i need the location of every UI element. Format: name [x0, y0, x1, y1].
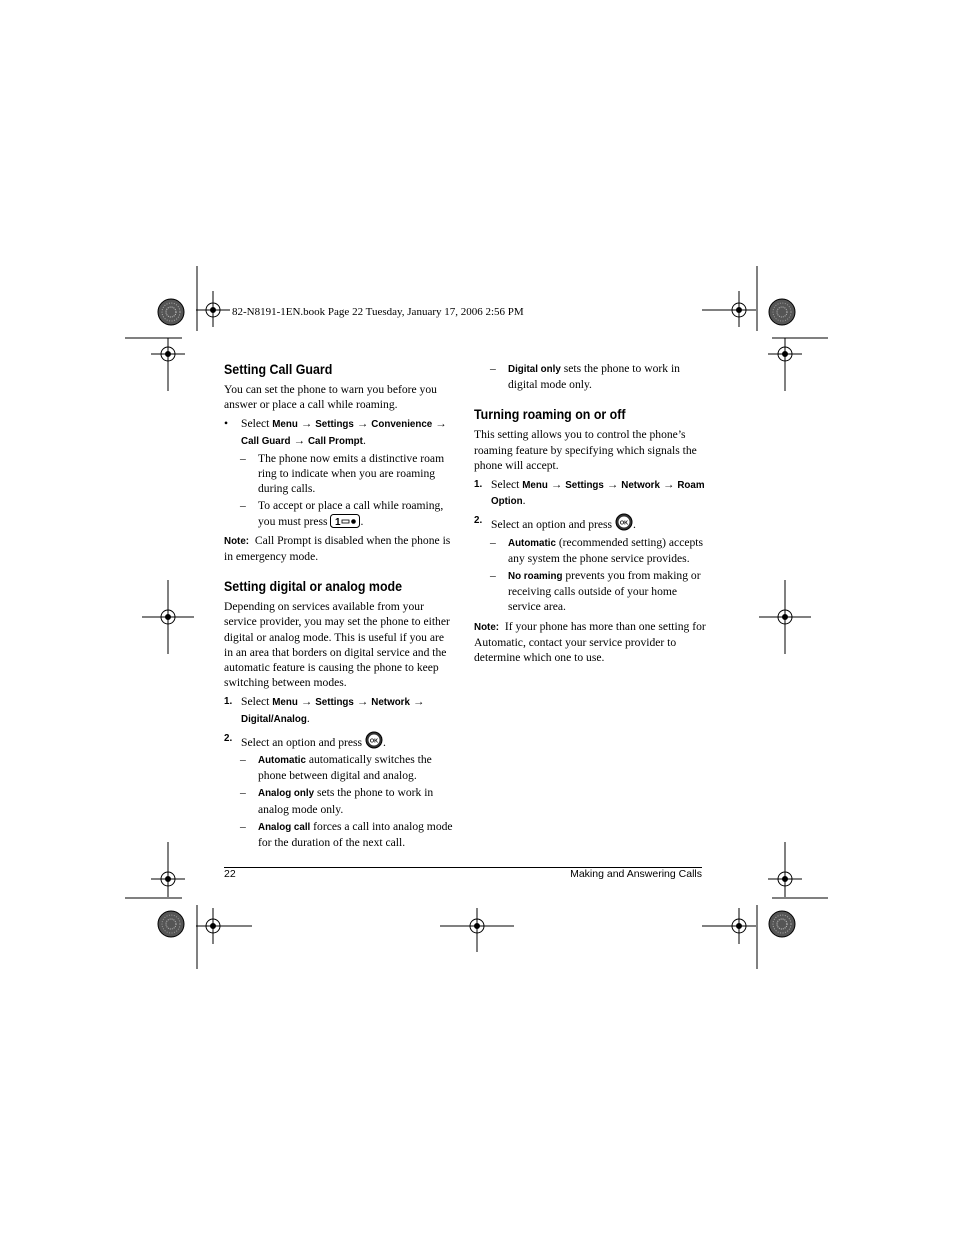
menu-path-item: Call Prompt: [307, 435, 363, 447]
crosshair-icon: [151, 842, 185, 897]
option-name: Automatic: [258, 755, 306, 767]
ok-key-icon: [615, 513, 633, 531]
star-target-icon: [158, 911, 184, 937]
ok-key-icon: [365, 731, 383, 749]
arrow-icon: →: [662, 478, 675, 492]
list-item: – To accept or place a call while roaming, you must press 1 .: [240, 499, 444, 528]
arrow-icon: →: [300, 695, 313, 709]
list-item: – Analog only sets the phone to work in analog mode only.: [240, 786, 434, 816]
dash-icon: –: [240, 499, 246, 513]
crosshair-icon: [702, 291, 756, 327]
step-item: 2. Select an option and press OK .: [224, 732, 386, 749]
svg-text:OK: OK: [369, 738, 379, 745]
list-item: [224, 416, 454, 448]
star-target-icon: [769, 911, 795, 937]
menu-path-item: Settings: [315, 419, 354, 431]
arrow-icon: →: [293, 433, 306, 447]
crosshair-icon: [196, 908, 252, 944]
footer-section-title: Making and Answering Calls: [570, 868, 702, 880]
step-number: 2.: [474, 515, 483, 527]
section-call-guard: [224, 361, 454, 564]
menu-path-item: Menu: [522, 480, 548, 492]
note: Note: Call Prompt is disabled when the phone is in emergency mode.: [224, 533, 451, 564]
step-item: [474, 477, 706, 509]
dash-icon: –: [490, 362, 496, 375]
list-item: – Analog call forces a call into analog mode for the duration of the next call.: [240, 819, 453, 850]
book-info-header: 82-N8191-1EN.book Page 22 Tuesday, January 17, 2006 2:56 PM: [232, 306, 524, 318]
bullet-icon: •: [224, 417, 229, 431]
arrow-icon: →: [435, 417, 447, 431]
dash-icon: –: [240, 753, 246, 767]
arrow-icon: →: [412, 695, 425, 709]
right-column: [474, 361, 706, 665]
crosshair-icon: [702, 908, 756, 944]
dash-icon: –: [240, 819, 246, 833]
left-column: [224, 361, 454, 850]
option-name: Analog call: [258, 821, 311, 833]
one-key-icon: [330, 514, 360, 528]
crosshair-icon: [768, 338, 802, 391]
crosshair-icon: [440, 908, 514, 952]
menu-path: Select Menu → Settings → Network → Roam Option.: [491, 478, 705, 508]
heading-digital-analog: Setting digital or analog mode: [224, 579, 403, 595]
list-item: – Automatic (recommended setting) accepts any system the phone service provides.: [490, 535, 704, 565]
step-item: [224, 694, 454, 726]
step-number: 2.: [224, 732, 233, 744]
step-number: 1.: [474, 479, 483, 491]
note-label: Note:: [224, 535, 250, 547]
list-item: – No roaming prevents you from making or receiving calls outside of your home service area.: [490, 569, 701, 614]
digital-analog-intro: Depending on services available from your service provider, you may set the phone to either digital or analog mode. This is useful if you are in an area that borders on digital service and the automatic feature is causing the phone to keep switching between modes.: [224, 600, 450, 690]
list-item: – Digital only sets the phone to work in digital mode only.: [490, 362, 680, 392]
option-name: Digital only: [508, 364, 561, 375]
menu-path-item: Menu: [272, 419, 298, 431]
svg-text:OK: OK: [619, 520, 629, 527]
star-target-icon: [158, 299, 184, 325]
crosshair-icon: [768, 842, 802, 897]
step-number: 1.: [224, 696, 233, 708]
option-name: Automatic: [508, 537, 556, 549]
section-roaming: [474, 406, 706, 665]
dash-icon: –: [240, 786, 246, 800]
menu-path-item: Network: [371, 697, 410, 709]
arrow-icon: →: [356, 417, 369, 431]
crosshair-icon: [142, 580, 194, 654]
menu-path: Select Menu → Settings → Convenience → Call Guard → Call Prompt.: [241, 417, 447, 447]
menu-path: Select Menu → Settings → Network → Digital/Analog.: [241, 695, 425, 725]
option-name: No roaming: [508, 571, 563, 583]
crosshair-icon: [759, 580, 811, 654]
option-name: Analog only: [258, 788, 315, 800]
arrow-icon: →: [356, 695, 369, 709]
arrow-icon: →: [606, 478, 619, 492]
dash-icon: –: [490, 569, 496, 583]
menu-path-item: Convenience: [371, 419, 433, 431]
list-item: – Automatic automatically switches the phone between digital and analog.: [240, 753, 432, 783]
menu-path-item: Menu: [272, 697, 298, 709]
star-target-icon: [769, 299, 795, 325]
menu-path-item: Roam Option: [491, 480, 705, 508]
page-number: 22: [224, 868, 236, 880]
crosshair-icon: [196, 291, 230, 327]
arrow-icon: →: [300, 417, 313, 431]
note: Note: If your phone has more than one setting for Automatic, contact your service provider to determine which one to use.: [474, 619, 706, 665]
heading-call-guard: Setting Call Guard: [224, 362, 333, 377]
menu-path-item: Digital/Analog: [241, 713, 307, 725]
menu-path-item: Settings: [565, 480, 604, 492]
call-guard-intro: You can set the phone to warn you before you answer or place a call while roaming.: [224, 383, 437, 412]
note-label: Note:: [474, 621, 500, 633]
section-digital-analog: [224, 578, 454, 850]
dash-icon: –: [240, 451, 246, 465]
step-item: 2. Select an option and press OK .: [474, 515, 636, 532]
list-item: – The phone now emits a distinctive roam ring to indicate when you are roaming during calls.: [240, 451, 445, 496]
roaming-intro: This setting allows you to control the phone’s roaming feature by specifying which signals the phone will accept.: [474, 428, 697, 472]
svg-text:1: 1: [335, 516, 342, 528]
dash-icon: –: [490, 535, 496, 549]
heading-roaming: Turning roaming on or off: [474, 407, 626, 423]
crosshair-icon: [151, 338, 185, 391]
arrow-icon: →: [550, 478, 563, 492]
menu-path-item: Call Guard: [241, 435, 291, 447]
menu-path-item: Network: [621, 480, 660, 492]
menu-path-item: Settings: [315, 697, 354, 709]
